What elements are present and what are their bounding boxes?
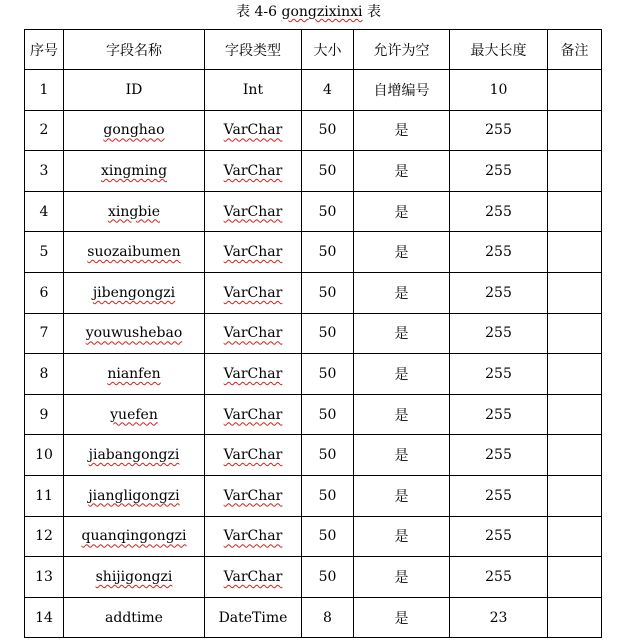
cell-size [302,435,354,476]
cell-field-name-text: youwushebao [85,325,183,342]
cell-field-type-text: VarChar [223,244,283,261]
cell-no [25,597,64,638]
cell-nullable-text: 自增编号 [373,82,430,99]
cell-field-type [205,70,302,111]
cell-field-type [205,151,302,192]
caption-prefix: 表 4-6 [236,4,282,20]
cell-no-text: 13 [35,568,53,585]
cell-no [25,110,64,151]
cell-size [302,354,354,395]
cell-max-length [450,597,548,638]
cell-max-length-text: 255 [485,203,512,220]
cell-size-text: 50 [318,447,337,464]
cell-nullable-text: 是 [394,569,409,586]
cell-note [548,516,602,557]
cell-nullable-text: 是 [394,488,409,505]
cell-nullable-text: 是 [394,610,409,627]
cell-field-name [64,191,205,232]
cell-size [302,272,354,313]
cell-no-text: 14 [35,609,53,626]
cell-field-type-text: VarChar [223,568,283,585]
cell-max-length [450,313,548,354]
cell-field-type-text: Int [242,81,264,98]
cell-field-name-text: gonghao [103,122,165,139]
cell-nullable [354,475,450,516]
cell-size [302,70,354,111]
cell-max-length [450,394,548,435]
cell-no [25,475,64,516]
table-row [25,354,602,395]
cell-field-type [205,110,302,151]
cell-nullable-text: 是 [394,204,409,221]
cell-field-name-text: shijigongzi [95,568,173,585]
cell-max-length [450,110,548,151]
cell-field-type [205,272,302,313]
cell-nullable-text: 是 [394,285,409,302]
cell-note [548,354,602,395]
cell-size-text: 50 [318,203,337,220]
table-row [25,475,602,516]
header-cell-field-name: 字段名称 [64,30,205,70]
table-row [25,557,602,598]
cell-field-type [205,394,302,435]
cell-nullable [354,110,450,151]
cell-size [302,151,354,192]
cell-no-text: 12 [35,528,53,545]
cell-size-text: 50 [318,528,337,545]
cell-nullable [354,191,450,232]
cell-note [548,313,602,354]
cell-field-name [64,110,205,151]
cell-nullable-text: 是 [394,407,409,424]
cell-field-type-text: VarChar [223,325,283,342]
cell-size-text: 50 [318,122,337,139]
cell-field-name [64,597,205,638]
cell-max-length [450,516,548,557]
cell-field-type [205,313,302,354]
cell-max-length-text: 255 [485,244,512,261]
cell-field-name [64,70,205,111]
cell-no [25,394,64,435]
cell-no [25,151,64,192]
cell-no-text: 11 [35,487,53,504]
table-row [25,151,602,192]
cell-note [548,70,602,111]
header-cell-field-type: 字段类型 [205,30,302,70]
cell-no-text: 2 [39,122,49,139]
cell-field-type-text: VarChar [223,406,283,423]
cell-field-name [64,313,205,354]
cell-field-name [64,394,205,435]
header-cell-max-length: 最大长度 [450,30,548,70]
cell-field-name-text: addtime [105,609,163,626]
cell-size [302,516,354,557]
cell-field-name [64,475,205,516]
cell-field-name-text: nianfen [107,365,161,382]
field-definition-table [24,29,602,638]
cell-size-text: 50 [318,162,337,179]
cell-note [548,272,602,313]
cell-nullable [354,394,450,435]
cell-field-type [205,191,302,232]
cell-no-text: 8 [39,365,49,382]
cell-field-name-text: xingming [100,162,168,179]
cell-field-name-text: quanqingongzi [81,528,187,545]
cell-field-type [205,475,302,516]
cell-no [25,232,64,273]
cell-field-name [64,151,205,192]
cell-nullable [354,597,450,638]
cell-max-length [450,70,548,111]
cell-field-name [64,232,205,273]
cell-no-text: 10 [35,447,53,464]
cell-max-length-text: 23 [489,609,508,626]
cell-field-name-text: ID [125,81,143,98]
cell-size [302,110,354,151]
cell-no [25,191,64,232]
cell-field-name-text: jiabangongzi [88,447,180,464]
cell-no [25,272,64,313]
cell-max-length [450,557,548,598]
cell-no [25,516,64,557]
cell-field-name [64,435,205,476]
cell-max-length-text: 255 [485,528,512,545]
table-row [25,394,602,435]
cell-field-name-text: jibengongzi [92,284,176,301]
table-row [25,313,602,354]
cell-size-text: 4 [323,81,332,98]
cell-max-length-text: 255 [485,447,512,464]
cell-field-name [64,354,205,395]
cell-nullable [354,557,450,598]
cell-no-text: 3 [39,162,49,179]
cell-size-text: 50 [318,487,337,504]
table-body [25,70,602,638]
cell-max-length-text: 255 [485,568,512,585]
cell-nullable [354,354,450,395]
cell-nullable [354,232,450,273]
cell-max-length-text: 255 [485,122,512,139]
cell-no [25,557,64,598]
table-row [25,516,602,557]
cell-field-type-text: VarChar [223,487,283,504]
cell-size [302,232,354,273]
cell-nullable [354,516,450,557]
cell-nullable [354,313,450,354]
cell-max-length [450,191,548,232]
table-row [25,597,602,638]
table-row [25,70,602,111]
cell-max-length-text: 255 [485,284,512,301]
cell-size-text: 50 [318,244,337,261]
cell-note [548,151,602,192]
cell-size-text: 8 [323,609,332,626]
cell-field-name-text: jiangligongzi [88,487,180,504]
cell-nullable-text: 是 [394,448,409,465]
cell-max-length-text: 255 [485,406,512,423]
cell-field-type-text: VarChar [223,365,283,382]
cell-note [548,597,602,638]
header-row [25,30,602,70]
table-caption [0,2,617,22]
cell-size-text: 50 [318,284,337,301]
cell-field-type [205,435,302,476]
header-cell-no: 序号 [25,30,64,70]
table-row [25,232,602,273]
cell-size [302,597,354,638]
cell-nullable-text: 是 [394,366,409,383]
table-row [25,435,602,476]
cell-note [548,557,602,598]
cell-field-name-text: xingbie [107,203,161,220]
cell-field-type-text: VarChar [223,447,283,464]
cell-note [548,232,602,273]
cell-size-text: 50 [318,406,337,423]
cell-max-length [450,435,548,476]
cell-no [25,435,64,476]
cell-note [548,475,602,516]
header-cell-size: 大小 [302,30,354,70]
cell-no-text: 5 [39,244,49,261]
cell-field-name [64,272,205,313]
cell-field-name [64,516,205,557]
cell-nullable-text: 是 [394,245,409,262]
cell-field-type-text: VarChar [223,528,283,545]
caption-suffix: 表 [362,4,381,20]
cell-nullable [354,70,450,111]
cell-field-type [205,354,302,395]
cell-no-text: 4 [39,203,49,220]
cell-nullable-text: 是 [394,529,409,546]
cell-field-name-text: suozaibumen [87,244,181,261]
cell-field-type-text: VarChar [223,284,283,301]
table-row [25,191,602,232]
cell-nullable-text: 是 [394,326,409,343]
cell-max-length [450,272,548,313]
cell-nullable-text: 是 [394,123,409,140]
cell-field-type-text: VarChar [223,122,283,139]
table-row [25,110,602,151]
header-cell-nullable: 允许为空 [354,30,450,70]
cell-max-length-text: 255 [485,162,512,179]
cell-size [302,475,354,516]
cell-size [302,313,354,354]
cell-nullable-text: 是 [394,163,409,180]
cell-size [302,394,354,435]
cell-max-length [450,354,548,395]
cell-no [25,313,64,354]
cell-field-type-text: VarChar [223,203,283,220]
cell-nullable [354,272,450,313]
cell-field-type [205,597,302,638]
cell-field-type [205,516,302,557]
cell-max-length-text: 255 [485,487,512,504]
cell-field-type [205,232,302,273]
cell-no-text: 6 [39,284,49,301]
cell-max-length [450,232,548,273]
cell-field-type [205,557,302,598]
cell-size-text: 50 [318,365,337,382]
cell-field-name [64,557,205,598]
cell-max-length [450,475,548,516]
cell-max-length [450,151,548,192]
cell-max-length-text: 255 [485,325,512,342]
cell-size [302,191,354,232]
caption-table-name: gongzixinxi [281,4,363,20]
cell-max-length-text: 10 [489,81,508,98]
cell-note [548,191,602,232]
cell-nullable [354,151,450,192]
cell-no [25,354,64,395]
cell-size-text: 50 [318,568,337,585]
header-cell-note: 备注 [548,30,602,70]
cell-max-length-text: 255 [485,365,512,382]
cell-size [302,557,354,598]
cell-field-type-text: DateTime [218,609,288,626]
cell-note [548,435,602,476]
cell-field-type-text: VarChar [223,162,283,179]
cell-no-text: 9 [39,406,49,423]
cell-no-text: 1 [39,81,49,98]
cell-note [548,394,602,435]
cell-nullable [354,435,450,476]
cell-field-name-text: yuefen [110,406,158,423]
cell-note [548,110,602,151]
cell-no-text: 7 [39,325,49,342]
cell-no [25,70,64,111]
table-row [25,272,602,313]
cell-size-text: 50 [318,325,337,342]
